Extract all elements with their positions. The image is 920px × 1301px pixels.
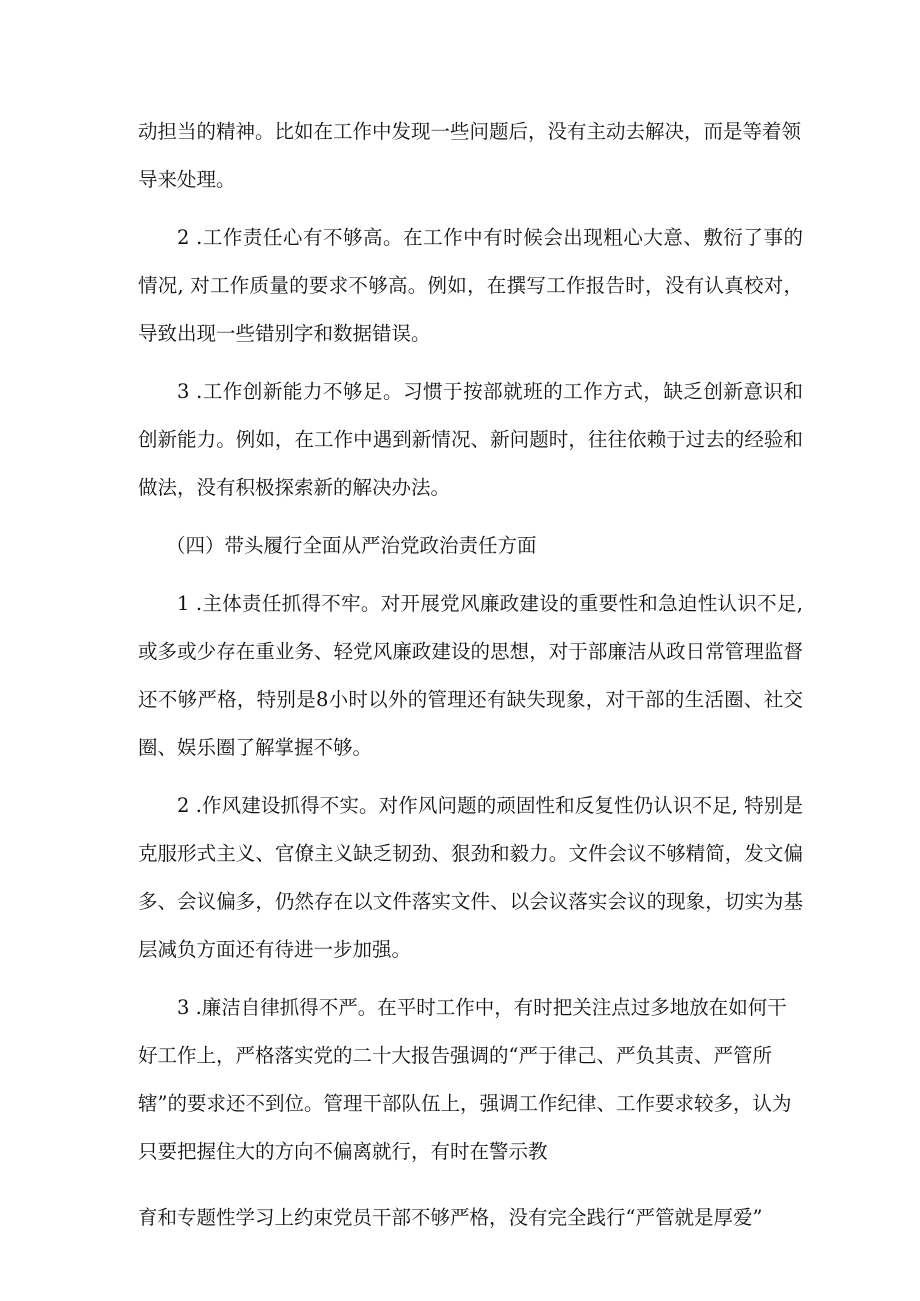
document-body	[138, 108, 803, 1242]
paragraph-main-responsibility: 1 .主体责任抓得不牢。对开展党风廉政建设的重要性和急迫性认识不足,或多或少存在重业务、轻党风廉政建设的思想，对于部廉洁从政日常管理监督还不够严格，特别是8小时以外的管理还有缺失现象，对干部的生活圈、社交圈、娱乐圈了解掌握不够。	[138, 592, 803, 759]
paragraph-integrity: 3 .廉洁自律抓得不严。在平时工作中，有时把关注点过多地放在如何干好工作上，严格落实党的二十大报告强调的“严于律己、严负其责、严管所辖”的要求还不到位。管理干部队伍上，强调工作纪律、工作要求较多，认为只要把握住大的方向不偏离就行，有时在警示教	[138, 996, 792, 1163]
paragraph-work-innovation: 3 .工作创新能力不够足。习惯于按部就班的工作方式，缺乏创新意识和创新能力。例如，在工作中遇到新情况、新问题时，往往依赖于过去的经验和做法，没有积极探索新的解决办法。	[138, 380, 803, 499]
paragraph-work-responsibility: 2 .工作责任心有不够高。在工作中有时候会出现粗心大意、敷衍了事的情况, 对工作质量的要求不够高。例如，在撰写工作报告时，没有认真校对，导致出现一些错别字和数据错误。	[138, 226, 803, 345]
paragraph-continuation: 育和专题性学习上约束党员干部不够严格，没有完全践行“严管就是厚爱”	[138, 1206, 763, 1229]
paragraph-continued: 动担当的精神。比如在工作中发现一些问题后，没有主动去解决，而是等着领导来处理。	[138, 120, 802, 191]
paragraph-work-style: 2 .作风建设抓得不实。对作风问题的顽固性和反复性仍认识不足, 特别是克服形式主义、官僚主义缺乏韧劲、狠劲和毅力。文件会议不够精简，发文偏多、会议偏多，仍然存在以文件落实文件、以会议落实会议的现象，切实为基层减负方面还有待进一步加强。	[138, 794, 803, 961]
section-heading-4: （四）带头履行全面从严治党政治责任方面	[166, 534, 537, 557]
